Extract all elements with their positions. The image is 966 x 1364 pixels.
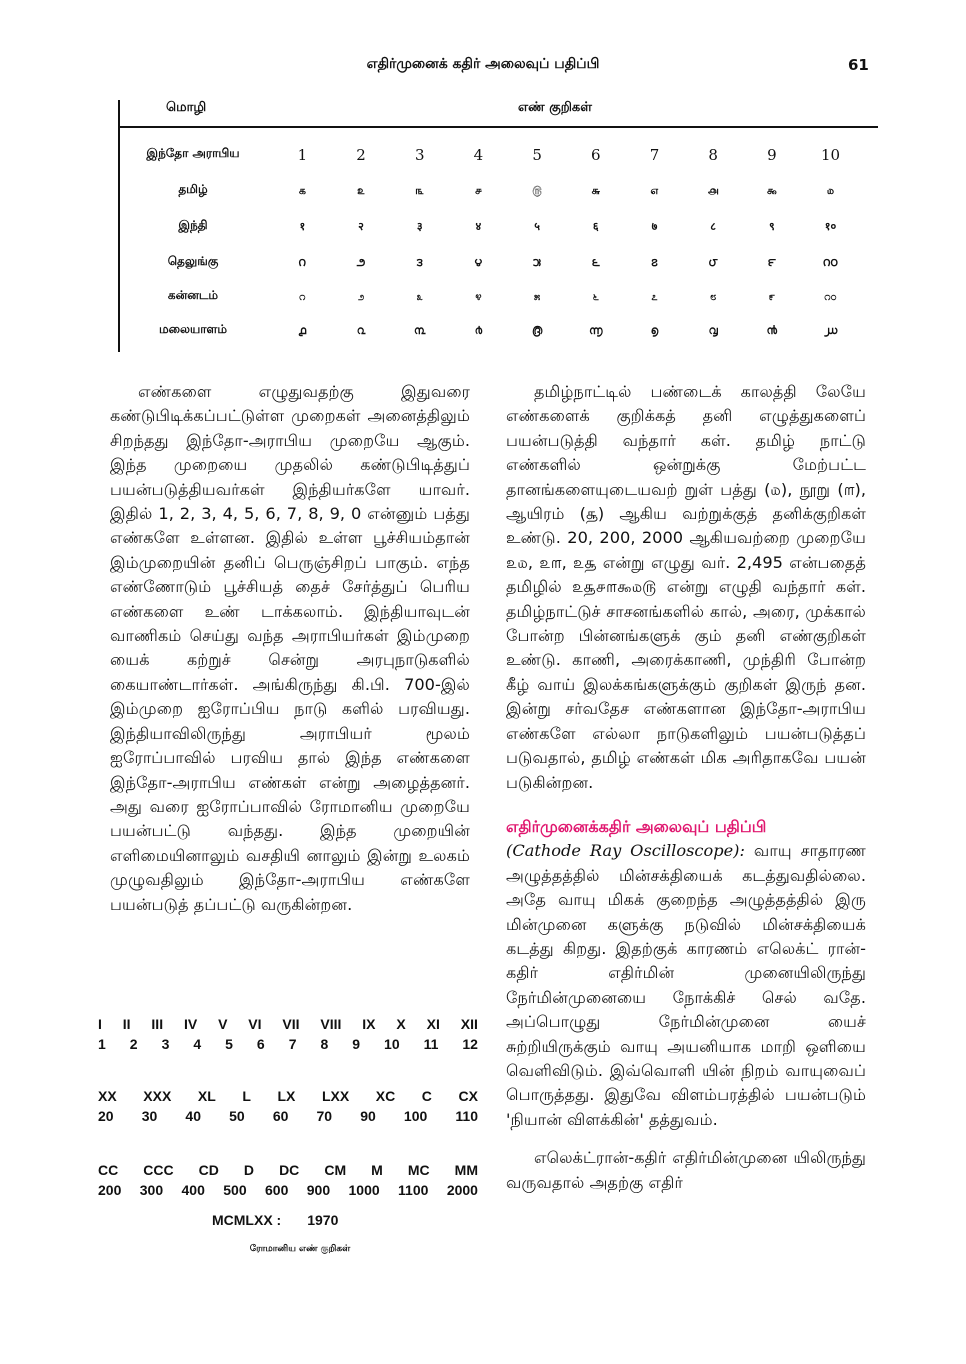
numeral-cell: ൫ <box>531 324 543 337</box>
roman-value: 2 <box>129 1036 138 1052</box>
roman-numeral: II <box>122 1016 131 1032</box>
numeral-cell: ೯ <box>768 290 775 303</box>
roman-value: 600 <box>265 1182 289 1198</box>
roman-value: 40 <box>185 1108 201 1124</box>
body-paragraph: தமிழ்நாட்டில் பண்டைக் காலத்தி லேயே எண்களைக் குறிக்கத் தனி எழுத்துகளைப் பயன்படுத்தி வந்தார் கள். தமிழ் நாட்டு எண்களில் ஒன்றுக்கு மேற்பட்ட தானங்களையுடையவற் றுள் பத்து (௰), நூறு (௱), ஆயிரம் (௲) ஆகிய வற்றுக்குத் தனிக்குறிகள் உண்டு. 20, 200, 2000 ஆகியவற்றை முறையே ௨௰, ௨௱, ௨௲ என்று எழுது வர். 2,495 என்பதைத் தமிழில் ௨௲௪௱௯௰௫ என்று எழுதி வந்தார் கள். தமிழ்நாட்டுச் சாசனங்களில் கால், அரை, முக்கால் போன்ற பின்னங்களுக் கும் தனி எண்குறிகள் உண்டு. காணி, அரைக்காணி, முந்திரி போன்ற கீழ் வாய் இலக்கங்களுக்கும் குறிகள் இருந் தன. இன்று சர்வதேச எண்களான இந்தோ-அராபிய எண்களே எல்லா நாடுகளிலும் பயன்படுத்தப் படுவதால், தமிழ் எண்கள் மிக அரிதாகவே பயன் படுகின்றன. <box>506 382 866 792</box>
section-body-text: வாயு சாதாரண அழுத்தத்தில் மின்சக்தியைக் கடத்துவதில்லை. அதே வாயு மிகக் குறைந்த அழுத்தத்தில் இரு மின்முனை களுக்கு நடுவில் மின்சக்தியைக் கடத்து கிறது. இதற்குக் காரணம் எலெக்ட் ரான்-கதிர் எதிர்மின் முனையிலிருந்து நேர்மின்முனையை நோக்கிச் செல் வதே. அப்பொழுது நேர்மின்முனை யைச் சுற்றியிருக்கும் வாயு அயனியாக மாறி ஒளியை வெளிவிடும். இவ்வொளி யின் நிறம் வாயுவைப் பொருத்தது. இதுவே விளம்பரத்தில் பயன்படும் 'நியான் விளக்கின்' தத்துவம். <box>506 841 867 1129</box>
roman-numeral: C <box>421 1088 432 1104</box>
numeral-cell: ३ <box>416 220 423 233</box>
numeral-cell: ൭ <box>650 324 659 337</box>
numeral-cell: ൧ <box>298 324 307 337</box>
roman-numeral: XC <box>375 1088 396 1104</box>
roman-numeral: LXX <box>321 1088 350 1104</box>
roman-value: 10 <box>384 1036 400 1052</box>
numeral-cell: ౪ <box>474 256 483 269</box>
numeral-cell: ௯ <box>766 184 777 197</box>
numeral-cell: ௧ <box>298 184 307 197</box>
numeral-cell: ௩ <box>415 184 424 197</box>
numeral-cell: ౩ <box>416 256 423 269</box>
roman-numeral: DC <box>279 1162 300 1178</box>
numeral-cell: ౧ <box>298 256 306 269</box>
roman-value: 2000 <box>446 1182 478 1198</box>
table-row-hindi <box>118 214 878 242</box>
numeral-cell: १० <box>824 220 837 233</box>
roman-value: 1000 <box>348 1182 380 1198</box>
roman-numeral: XL <box>197 1088 216 1104</box>
numeral-cell: 6 <box>591 146 601 164</box>
row-language: இந்தோ அராபிய <box>146 146 240 160</box>
roman-value: 200 <box>98 1182 122 1198</box>
roman-value: 70 <box>316 1108 333 1124</box>
roman-numeral: XX <box>98 1088 117 1104</box>
numeral-cell: ౭ <box>651 256 658 269</box>
roman-value: 11 <box>423 1036 439 1052</box>
roman-value: 100 <box>403 1108 428 1124</box>
roman-numeral: VIII <box>320 1016 342 1032</box>
numeral-cell: ೧೦ <box>824 290 837 303</box>
numeral-cell: ౧౦ <box>823 256 838 269</box>
roman-numeral: VII <box>282 1016 300 1032</box>
left-column <box>110 380 470 917</box>
roman-value: 3 <box>161 1036 170 1052</box>
numeral-cell: ൩ <box>414 324 426 337</box>
numeral-cell: ௪ <box>474 184 482 197</box>
numeral-cell: ൯ <box>766 324 778 337</box>
numeral-table <box>118 100 878 352</box>
numeral-cell: ೧ <box>299 290 306 303</box>
roman-value: 500 <box>223 1182 247 1198</box>
roman-example-value: 1970 <box>307 1212 339 1228</box>
roman-numeral: IV <box>183 1016 198 1032</box>
table-row-telugu <box>118 250 878 278</box>
roman-value: 12 <box>462 1036 478 1052</box>
numeral-cell: 2 <box>356 146 366 164</box>
numeral-cell: ௬ <box>591 184 601 197</box>
roman-numeral: XXX <box>143 1088 172 1104</box>
numeral-cell: ௫ <box>532 184 542 197</box>
numeral-cell: 3 <box>414 146 425 164</box>
numeral-cell: ೫ <box>534 290 541 303</box>
roman-value: 6 <box>256 1036 265 1052</box>
roman-numeral: CC <box>98 1162 119 1178</box>
numeral-cell: ൮ <box>708 324 718 337</box>
body-paragraph: எலெக்ட்ரான்-கதிர் எதிர்மின்முனை யிலிருந்து வருவதால் அதற்கு எதிர் <box>506 1148 866 1192</box>
row-language: கன்னடம் <box>167 288 219 302</box>
roman-example <box>212 1212 364 1228</box>
table-header-language: மொழி <box>166 100 207 115</box>
numeral-cell: ౮ <box>708 256 718 269</box>
roman-numeral: LX <box>277 1088 296 1104</box>
numeral-cell: 7 <box>649 146 660 164</box>
roman-value: 20 <box>98 1108 114 1124</box>
numeral-cell: 1 <box>297 146 308 164</box>
numeral-cell: 5 <box>532 146 542 164</box>
roman-value: 110 <box>455 1108 478 1124</box>
numeral-cell: ౯ <box>768 256 776 269</box>
table-header-numerals: எண் குறிகள் <box>518 100 592 115</box>
roman-numeral: D <box>243 1162 255 1178</box>
numeral-cell: ൨ <box>356 324 366 337</box>
roman-value: 90 <box>360 1108 376 1124</box>
numeral-cell: ௨ <box>357 184 365 197</box>
roman-numerals-row-2 <box>98 1086 478 1126</box>
numeral-cell: 10 <box>820 146 841 164</box>
roman-value: 900 <box>306 1182 331 1198</box>
row-language: தமிழ் <box>178 182 208 196</box>
numeral-cell: ౨ <box>356 256 366 269</box>
numeral-cell: ൰ <box>823 324 838 337</box>
roman-numeral: MC <box>407 1162 430 1178</box>
numeral-cell: ೬ <box>592 290 599 303</box>
roman-value: 9 <box>352 1036 361 1052</box>
section-heading: எதிர்முனைக்கதிர் அலைவுப் பதிப்பி <box>506 816 767 836</box>
roman-numeral: MM <box>454 1162 478 1178</box>
roman-numerals-row-1 <box>98 1014 478 1054</box>
numeral-cell: 4 <box>473 146 484 164</box>
roman-numeral: VI <box>248 1016 262 1032</box>
numeral-cell: ೨ <box>357 290 365 303</box>
roman-value: 60 <box>272 1108 289 1124</box>
roman-value: 1 <box>98 1036 106 1052</box>
numeral-cell: २ <box>358 220 364 233</box>
roman-numeral: CX <box>458 1088 478 1104</box>
table-row-tamil <box>118 178 878 206</box>
roman-numeral: M <box>371 1162 383 1178</box>
body-paragraph: எண்களை எழுதுவதற்கு இதுவரை கண்டுபிடிக்கப்பட்டுள்ள முறைகள் அனைத்திலும் சிறந்தது இந்தோ-அராபிய முறையே ஆகும். இந்த முறையை முதலில் கண்டுபிடித்துப் பயன்படுத்தியவர்கள் இந்தியர்களே யாவர். இதில் 1, 2, 3, 4, 5, 6, 7, 8, 9, 0 என்னும் பத்து எண்களே உள்ளன. இதில் உள்ள பூச்சியம்தான் இம்முறையின் தனிப் பெருஞ்சிறப் பாகும். எந்த எண்ணோடும் பூச்சியத் தைச் சேர்த்துப் பெரிய எண்களை உண் டாக்கலாம். இந்தியாவுடன் வாணிகம் செய்து வந்த அராபியர்கள் இம்முறை யைக் கற்றுச் சென்று அரபுநாடுகளில் கையாண்டார்கள். அங்கிருந்து கி.பி. 700-இல் இம்முறை ஐரோப்பிய நாடு களில் பரவியது. இந்தியாவிலிருந்து அராபியர் மூலம் ஐரோப்பாவில் பரவிய தால் இந்த எண்களை இந்தோ-அராபிய எண்கள் என்று அழைத்தனர். அது வரை ஐரோப்பாவில் ரோமானிய முறையே பயன்பட்டு வந்தது. இந்த முறையின் எளிமையினாலும் வசதியி னாலும் இன்று உலகம் முழுவதிலும் இந்தோ-அராபிய எண்களே பயன்படுத் தப்பட்டு வருகின்றன. <box>110 382 470 914</box>
table-header-rule <box>118 126 878 128</box>
table-row-kannada <box>118 284 878 312</box>
numeral-cell: ౬ <box>591 256 600 269</box>
numeral-cell: 8 <box>708 146 718 164</box>
running-title: எதிர்முனைக் கதிர் அலைவுப் பதிப்பி <box>366 56 600 72</box>
table-row-indo-arabic <box>118 142 878 170</box>
roman-numeral: I <box>98 1016 102 1032</box>
roman-value: 8 <box>320 1036 329 1052</box>
numeral-cell: ೩ <box>416 290 423 303</box>
roman-value: 4 <box>193 1036 202 1052</box>
roman-numeral: III <box>151 1016 164 1032</box>
section-body <box>506 839 866 1132</box>
numeral-cell: ६ <box>592 220 599 233</box>
row-language: மலையாளம் <box>158 322 227 336</box>
section-heading-english: (Cathode Ray Oscilloscope): <box>506 841 745 861</box>
numeral-cell: ७ <box>651 220 658 233</box>
numeral-cell: ೮ <box>710 290 717 303</box>
roman-numeral: IX <box>362 1016 376 1032</box>
roman-numeral: CD <box>198 1162 219 1178</box>
roman-value: 400 <box>181 1182 205 1198</box>
row-language: தெலுங்கு <box>167 254 219 268</box>
right-column <box>506 380 866 1195</box>
numeral-cell: ௰ <box>826 184 835 197</box>
numeral-cell: ೪ <box>475 290 482 303</box>
numeral-cell: 9 <box>767 146 777 164</box>
numeral-cell: ೭ <box>651 290 658 303</box>
roman-numeral: CCC <box>143 1162 174 1178</box>
numeral-cell: ८ <box>710 220 717 233</box>
roman-value: 50 <box>229 1108 245 1124</box>
numeral-cell: १ <box>299 220 306 233</box>
numeral-cell: ५ <box>534 220 540 233</box>
roman-numeral: CM <box>324 1162 347 1178</box>
roman-example-numeral: MCMLXX : <box>212 1212 282 1228</box>
row-language: இந்தி <box>178 218 208 232</box>
table-row-malayalam <box>118 318 878 346</box>
roman-value: 300 <box>139 1182 164 1198</box>
roman-numeral: V <box>218 1016 228 1032</box>
numeral-cell: ९ <box>768 220 775 233</box>
numeral-cell: ౫ <box>533 256 541 269</box>
roman-numeral: L <box>242 1088 251 1104</box>
roman-numeral: XII <box>460 1016 478 1032</box>
roman-value: 1100 <box>398 1182 429 1198</box>
numeral-cell: ௮ <box>707 184 719 197</box>
numeral-cell: ൪ <box>474 324 483 337</box>
page-number: 61 <box>848 56 869 74</box>
figure-caption: ரோமானிய எண் குறிகள் <box>249 1244 351 1254</box>
roman-value: 5 <box>225 1036 233 1052</box>
roman-value: 7 <box>288 1036 297 1052</box>
numeral-cell: ൬ <box>589 324 603 337</box>
roman-numeral: XI <box>426 1016 440 1032</box>
numeral-cell: ௭ <box>650 184 659 197</box>
roman-numerals-row-3 <box>98 1160 478 1200</box>
numeral-cell: ४ <box>475 220 482 233</box>
roman-value: 30 <box>141 1108 158 1124</box>
roman-numeral: X <box>396 1016 406 1032</box>
